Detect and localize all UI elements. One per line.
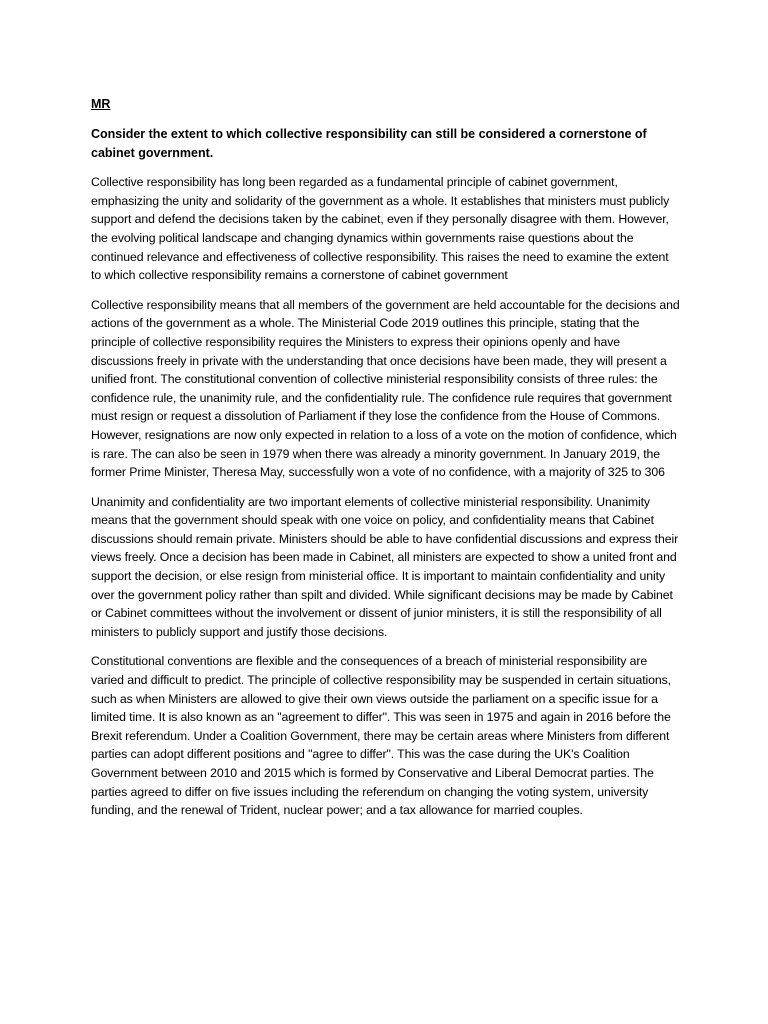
paragraph-constitutional-conventions: Constitutional conventions are flexible and the consequences of a breach of ministerial responsibility are varied and difficult to predict. The principle of collective responsibility may be suspended in certain situations, such as when Ministers are allowed to give their own views outside the parliament on a specific issue for a limited time. It is also known as an "agreement to differ". This was seen in 1975 and again in 2016 before the Brexit referendum. Under a Coalition Government, there may be certain areas where Ministers from different parties can adopt different positions and "agree to differ". This was the case during the UK's Coalition Government between 2010 and 2015 which is formed by Conservative and Liberal Democrat parties. The parties agreed to differ on five issues including the referendum on changing the voting system, university funding, and the renewal of Trident, nuclear power; and a tax allowance for married couples. bbox=[91, 654, 671, 818]
paragraph-unanimity-confidentiality: Unanimity and confidentiality are two important elements of collective ministerial responsibility. Unanimity means that the government should speak with one voice on policy, and confidentiality means that Cabinet discussions should remain private. Ministers should be able to have confidential discussions and express their views freely. Once a decision has been made in Cabinet, all ministers are expected to show a united front and support the decision, or else resign from ministerial office. It is important to maintain confidentiality and unity over the government policy rather than spilt and divided. While significant decisions may be made by Cabinet or Cabinet committees without the involvement or dissent of junior ministers, it is still the responsibility of all ministers to publicly support and justify those decisions. bbox=[91, 494, 679, 639]
document-page bbox=[91, 95, 681, 831]
paragraph-introduction: Collective responsibility has long been regarded as a fundamental principle of cabinet government, emphasizing the unity and solidarity of the government as a whole. It establishes that ministers must publicly support and defend the decisions taken by the cabinet, even if they personally disagree with them. However, the evolving political landscape and changing dynamics within governments raise questions about the continued relevance and effectiveness of collective responsibility. This raises the need to examine the extent to which collective responsibility remains a cornerstone of cabinet government bbox=[91, 175, 670, 283]
document-header: MR bbox=[91, 97, 111, 111]
paragraph-collective-responsibility: Collective responsibility means that all members of the government are held accountable for the decisions and actions of the government as a whole. The Ministerial Code 2019 outlines this principle, stating that the principle of collective responsibility requires the Ministers to express their opinions openly and have discussions freely in private with the understanding that once decisions have been made, they will present a unified front. The constitutional convention of collective ministerial responsibility consists of three rules: the confidence rule, the unanimity rule, and the confidentiality rule. The confidence rule requires that government must resign or request a dissolution of Parliament if they lose the confidence from the House of Commons. However, resignations are now only expected in relation to a loss of a vote on the motion of confidence, which is rare. The can also be seen in 1979 when there was already a minority government. In January 2019, the former Prime Minister, Theresa May, successfully won a vote of no confidence, with a majority of 325 to 306 bbox=[91, 297, 680, 480]
essay-question: Consider the extent to which collective responsibility can still be considered a cornerstone of cabinet government. bbox=[91, 127, 647, 160]
